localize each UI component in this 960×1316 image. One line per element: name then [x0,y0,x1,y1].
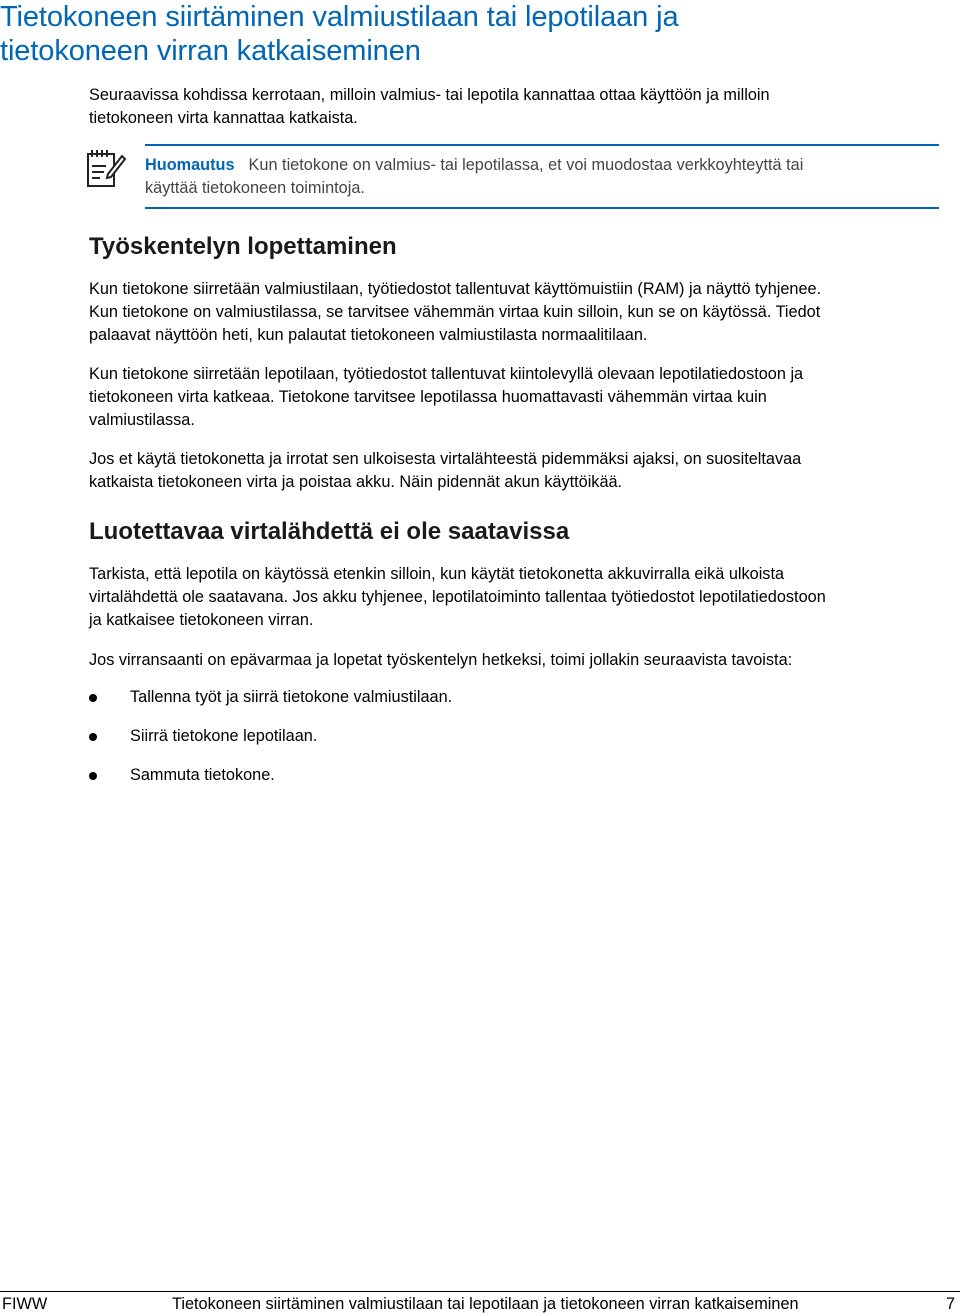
text-line: Kun tietokone siirretään valmiustilaan, työtiedostot tallentuvat käyttömuistiin (RAM) ja näyttö tyhjenee. [89,280,822,298]
note-pencil-icon [86,148,126,188]
text-line: Kun tietokone on valmiustilassa, se tarvitsee vähemmän virtaa kuin silloin, kun se on käytössä. Tiedot [89,303,821,321]
section1-paragraph-1 [89,278,951,347]
section2-paragraph-2: Jos virransaanti on epävarmaa ja lopetat työskentelyn hetkeksi, toimi jollakin seuraavista tavoista: [89,651,793,669]
intro-line-1: Seuraavissa kohdissa kerrotaan, milloin valmius- tai lepotila kannattaa ottaa käyttöön ja milloin [89,86,770,104]
intro-line-2: tietokoneen virta kannattaa katkaista. [89,109,358,127]
page-title-line-1: Tietokoneen siirtäminen valmiustilaan tai lepotilaan ja [0,1,679,33]
footer-divider [0,1291,960,1292]
list-item-text: Siirrä tietokone lepotilaan. [130,727,318,745]
text-line: virtalähdettä ole saatavana. Jos akku tyhjenee, lepotilatoiminto tallentaa työtiedostot lepotilatiedostoon [89,588,826,606]
list-item [89,686,939,725]
note-box [145,144,939,209]
bullet-icon [89,772,97,780]
footer-title: Tietokoneen siirtäminen valmiustilaan tai lepotilaan ja tietokoneen virran katkaiseminen [172,1295,799,1313]
list-item-text: Sammuta tietokone. [130,766,275,784]
text-line: Kun tietokone siirretään lepotilaan, työtiedostot tallentuvat kiintolevyllä olevaan lepotilatiedostoon ja [89,365,804,383]
section1-paragraph-3 [89,448,951,494]
list-item-text: Tallenna työt ja siirrä tietokone valmiustilaan. [130,688,453,706]
intro-paragraph [89,84,951,130]
page-title [0,0,950,68]
section-heading-no-power-source: Luotettavaa virtalähdettä ei ole saatavissa [89,518,570,545]
text-line: tietokoneen virta katkeaa. Tietokone tarvitsee lepotilassa huomattavasti vähemmän virtaa kuin [89,388,767,406]
text-line: Tarkista, että lepotila on käytössä etenkin silloin, kun käytät tietokonetta akkuvirralla eikä ulkoista [89,565,785,583]
section1-paragraph-2 [89,363,951,432]
text-line: ja katkaisee tietokoneen virran. [89,611,314,629]
text-line: Jos et käytä tietokonetta ja irrotat sen ulkoisesta virtalähteestä pidemmäksi ajaksi, on suositeltavaa [89,450,802,468]
section2-paragraph-1 [89,563,951,632]
note-line-2: käyttää tietokoneen toimintoja. [145,179,365,197]
bullet-icon [89,694,97,702]
page-title-line-2: tietokoneen virran katkaiseminen [0,35,421,67]
bullet-icon [89,733,97,741]
note-text [145,154,935,200]
footer-left: FIWW [2,1295,48,1313]
list-item [89,764,939,803]
bullet-list [89,686,939,803]
text-line: valmiustilassa. [89,411,195,429]
note-line-1: Kun tietokone on valmius- tai lepotilassa, et voi muodostaa verkkoyhteyttä tai [248,156,804,174]
text-line: katkaista tietokoneen virta ja poistaa akku. Näin pidennät akun käyttöikää. [89,473,623,491]
section-heading-stop-work: Työskentelyn lopettaminen [89,233,397,260]
page-number: 7 [946,1295,956,1313]
text-line: palaavat näyttöön heti, kun palautat tietokoneen valmiustilasta normaalitilaan. [89,326,648,344]
list-item [89,725,939,764]
note-label: Huomautus [145,156,235,174]
